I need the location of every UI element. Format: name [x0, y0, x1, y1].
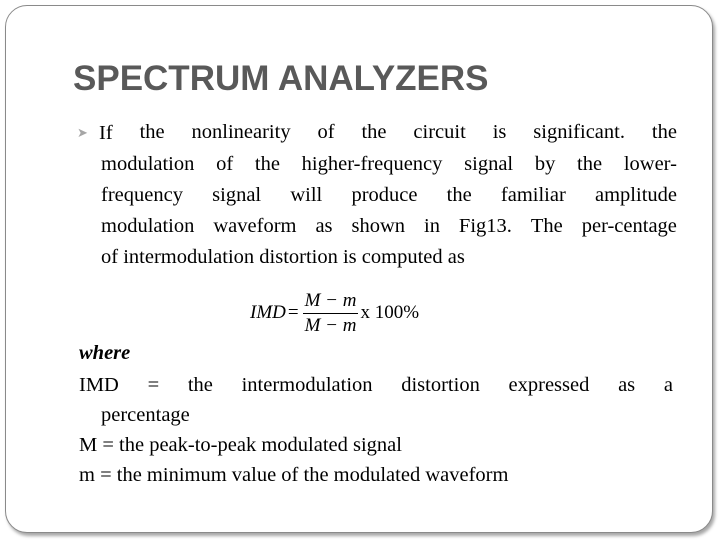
bullet-line-2 — [77, 149, 677, 180]
formula-numerator: M − m — [304, 289, 357, 311]
bullet-word: amplitude — [595, 184, 677, 206]
bullet-word: as — [315, 215, 333, 237]
formula-equals: = — [287, 302, 299, 323]
definition-m-upper: M = the peak-to-peak modulated signal — [79, 434, 402, 456]
bullet-word: modulation — [101, 153, 195, 175]
bullet-word: signal — [464, 153, 514, 175]
bullet-word: produce — [351, 184, 418, 206]
definition-word: = — [147, 374, 160, 396]
definition-word: expressed — [508, 374, 590, 396]
bullet-word: of — [216, 153, 234, 175]
bullet-word: per-centage — [581, 215, 677, 237]
where-label: where — [79, 342, 131, 364]
bullet-word: the — [577, 153, 603, 175]
bullet-word: familiar — [500, 184, 566, 206]
bullet-word: shown — [351, 215, 406, 237]
definition-word: a — [663, 374, 673, 396]
definition-word: the — [187, 374, 213, 396]
definition-m-lower: m = the minimum value of the modulated waveform — [79, 464, 509, 486]
bullet-word: Fig13. — [458, 215, 512, 237]
bullet-word: the — [254, 153, 280, 175]
definition-imd — [79, 370, 673, 400]
formula-lhs: IMD — [250, 302, 286, 323]
bullet-word: of — [317, 121, 335, 143]
bullet-word: the — [139, 121, 165, 143]
slide-title: SPECTRUM ANALYZERS — [73, 59, 489, 98]
bullet-word: lower- — [623, 153, 677, 175]
definition-word: IMD — [79, 374, 119, 396]
bullet-word: circuit — [413, 121, 466, 143]
bullet-word: is — [492, 121, 507, 143]
definition-word: distortion — [401, 374, 480, 396]
bullet-line-1 — [77, 117, 677, 149]
definition-word: intermodulation — [241, 374, 373, 396]
bullet-word: the — [651, 121, 677, 143]
bullet-line-4 — [77, 211, 677, 242]
imd-formula — [250, 286, 419, 340]
bullet-word: significant. — [533, 121, 625, 143]
bullet-word: in — [424, 215, 440, 237]
bullet-line-5: of intermodulation distortion is computed as — [101, 246, 465, 268]
bullet-line-3 — [77, 180, 677, 211]
bullet-word: modulation — [101, 215, 195, 237]
bullet-word: the — [446, 184, 472, 206]
bullet-word: will — [290, 184, 323, 206]
bullet-word: the — [361, 121, 387, 143]
bullet-arrow-icon: ➤ — [77, 125, 88, 140]
bullet-paragraph — [77, 117, 677, 273]
bullet-word: by — [534, 153, 556, 175]
bullet-word: waveform — [213, 215, 297, 237]
definition-imd-continued: percentage — [101, 404, 190, 426]
bullet-word: nonlinearity — [191, 121, 291, 143]
definition-word: as — [618, 374, 636, 396]
bullet-word: The — [530, 215, 563, 237]
bullet-word: signal — [212, 184, 262, 206]
bullet-first-word: ➤ If — [77, 117, 113, 149]
bullet-word: frequency — [101, 184, 183, 206]
formula-fraction — [303, 289, 359, 338]
bullet-word: higher-frequency — [301, 153, 443, 175]
formula-denominator: M − m — [304, 314, 357, 336]
definitions-list — [79, 370, 673, 490]
formula-multiplier: x 100% — [360, 302, 420, 323]
